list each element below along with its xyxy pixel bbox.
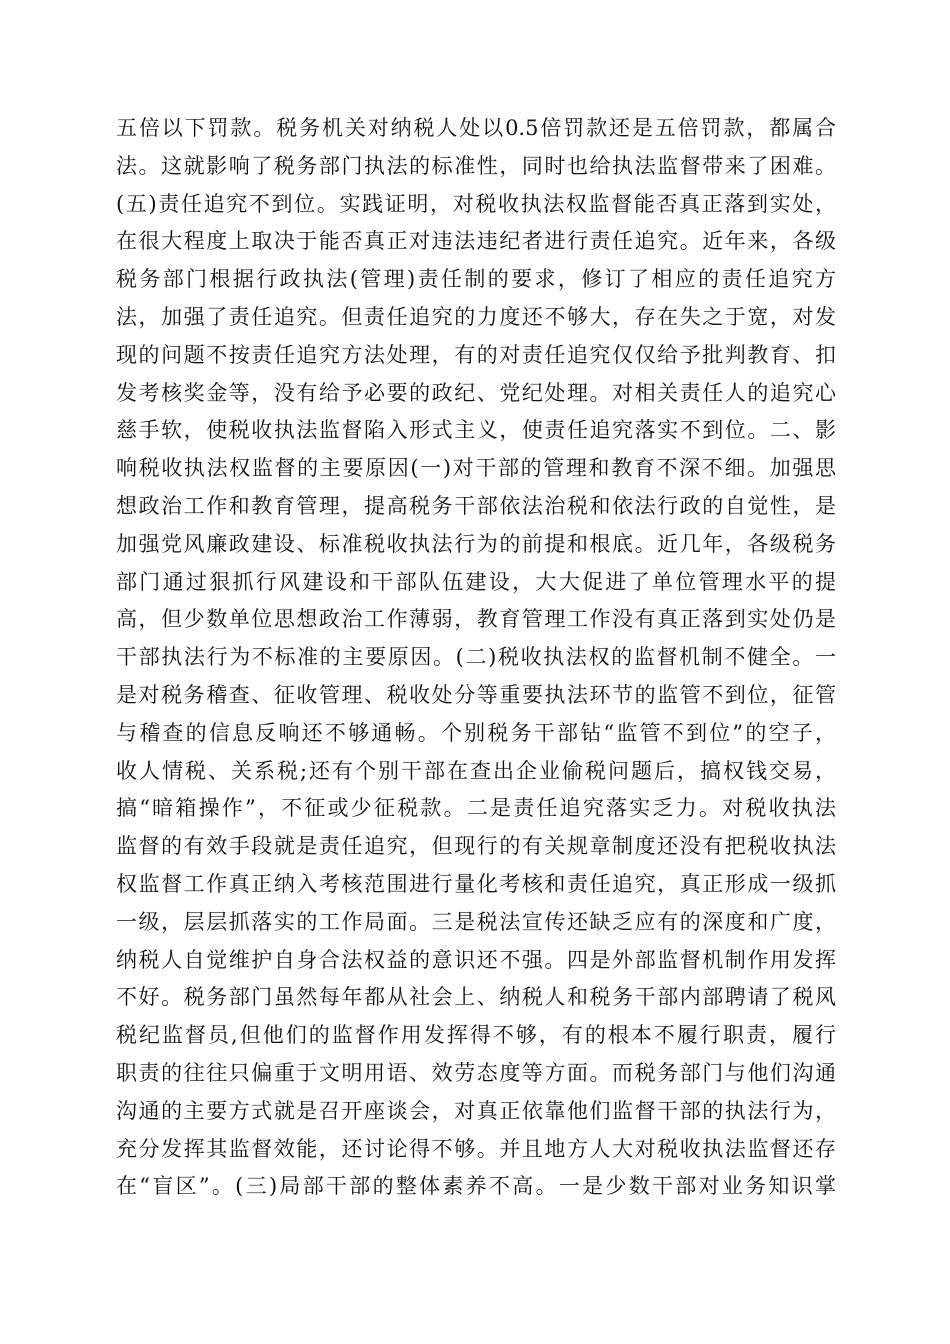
text-line-12: 加强党风廉政建设、标准税收执法行为的前提和根底。近几年，各级税务 <box>116 531 836 556</box>
text-line-17: 与稽查的信息反响还不够通畅。个别税务干部钻“监管不到位”的空子， <box>116 720 836 745</box>
text-line-9: 慈手软，使税收执法监督陷入形式主义，使责任追究落实不到位。二、影 <box>116 418 836 443</box>
text-line-11: 想政治工作和教育管理，提高税务干部依法治税和依法行政的自觉性，是 <box>116 493 836 518</box>
text-line-16: 是对税务稽查、征收管理、税收处分等重要执法环节的监管不到位，征管 <box>116 682 836 707</box>
text-line-20: 监督的有效手段就是责任追究，但现行的有关规章制度还没有把税收执法 <box>116 834 836 859</box>
text-line-7: 现的问题不按责任追究方法处理，有的对责任追究仅仅给予批判教育、扣 <box>116 342 836 367</box>
text-line-24: 不好。税务部门虽然每年都从社会上、纳税人和税务干部内部聘请了税风 <box>116 985 836 1010</box>
text-line-25: 税纪监督员,但他们的监督作用发挥得不够，有的根本不履行职责，履行 <box>116 1023 836 1048</box>
text-line-5: 税务部门根据行政执法(管理)责任制的要求，修订了相应的责任追究方 <box>116 267 836 292</box>
text-line-26: 职责的往往只偏重于文明用语、效劳态度等方面。而税务部门与他们沟通 <box>116 1060 836 1085</box>
text-line-19: 搞“暗箱操作”，不征或少征税款。二是责任追究落实乏力。对税收执法 <box>116 796 836 821</box>
text-line-3: (五)责任追究不到位。实践证明，对税收执法权监督能否真正落到实处， <box>116 191 836 216</box>
text-line-18: 收人情税、关系税;还有个别干部在查出企业偷税问题后，搞权钱交易， <box>116 758 836 783</box>
text-line-6: 法，加强了责任追究。但责任追究的力度还不够大，存在失之于宽，对发 <box>116 304 836 329</box>
text-line-10: 响税收执法权监督的主要原因(一)对干部的管理和教育不深不细。加强思 <box>116 456 836 481</box>
body-paragraph <box>116 110 836 1206</box>
text-line-4: 在很大程度上取决于能否真正对违法违纪者进行责任追究。近年来，各级 <box>116 229 836 254</box>
text-line-21: 权监督工作真正纳入考核范围进行量化考核和责任追究，真正形成一级抓 <box>116 871 836 896</box>
text-line-13: 部门通过狠抓行风建设和干部队伍建设，大大促进了单位管理水平的提 <box>116 569 836 594</box>
text-line-23: 纳税人自觉维护自身合法权益的意识还不强。四是外部监督机制作用发挥 <box>116 947 836 972</box>
text-line-8: 发考核奖金等，没有给予必要的政纪、党纪处理。对相关责任人的追究心 <box>116 380 836 405</box>
text-line-14: 高，但少数单位思想政治工作薄弱，教育管理工作没有真正落到实处仍是 <box>116 607 836 632</box>
text-line-28: 充分发挥其监督效能，还讨论得不够。并且地方人大对税收执法监督还存 <box>116 1136 836 1161</box>
text-line-29: 在“盲区”。(三)局部干部的整体素养不高。一是少数干部对业务知识掌 <box>116 1174 836 1199</box>
text-line-1: 五倍以下罚款。税务机关对纳税人处以0.5倍罚款还是五倍罚款，都属合 <box>116 116 836 140</box>
text-line-27: 沟通的主要方式就是召开座谈会，对真正依靠他们监督干部的执法行为， <box>116 1098 836 1123</box>
text-line-22: 一级，层层抓落实的工作局面。三是税法宣传还缺乏应有的深度和广度， <box>116 909 836 934</box>
text-line-15: 干部执法行为不标准的主要原因。(二)税收执法权的监督机制不健全。一 <box>116 645 836 670</box>
text-line-2: 法。这就影响了税务部门执法的标准性，同时也给执法监督带来了困难。 <box>116 153 836 178</box>
